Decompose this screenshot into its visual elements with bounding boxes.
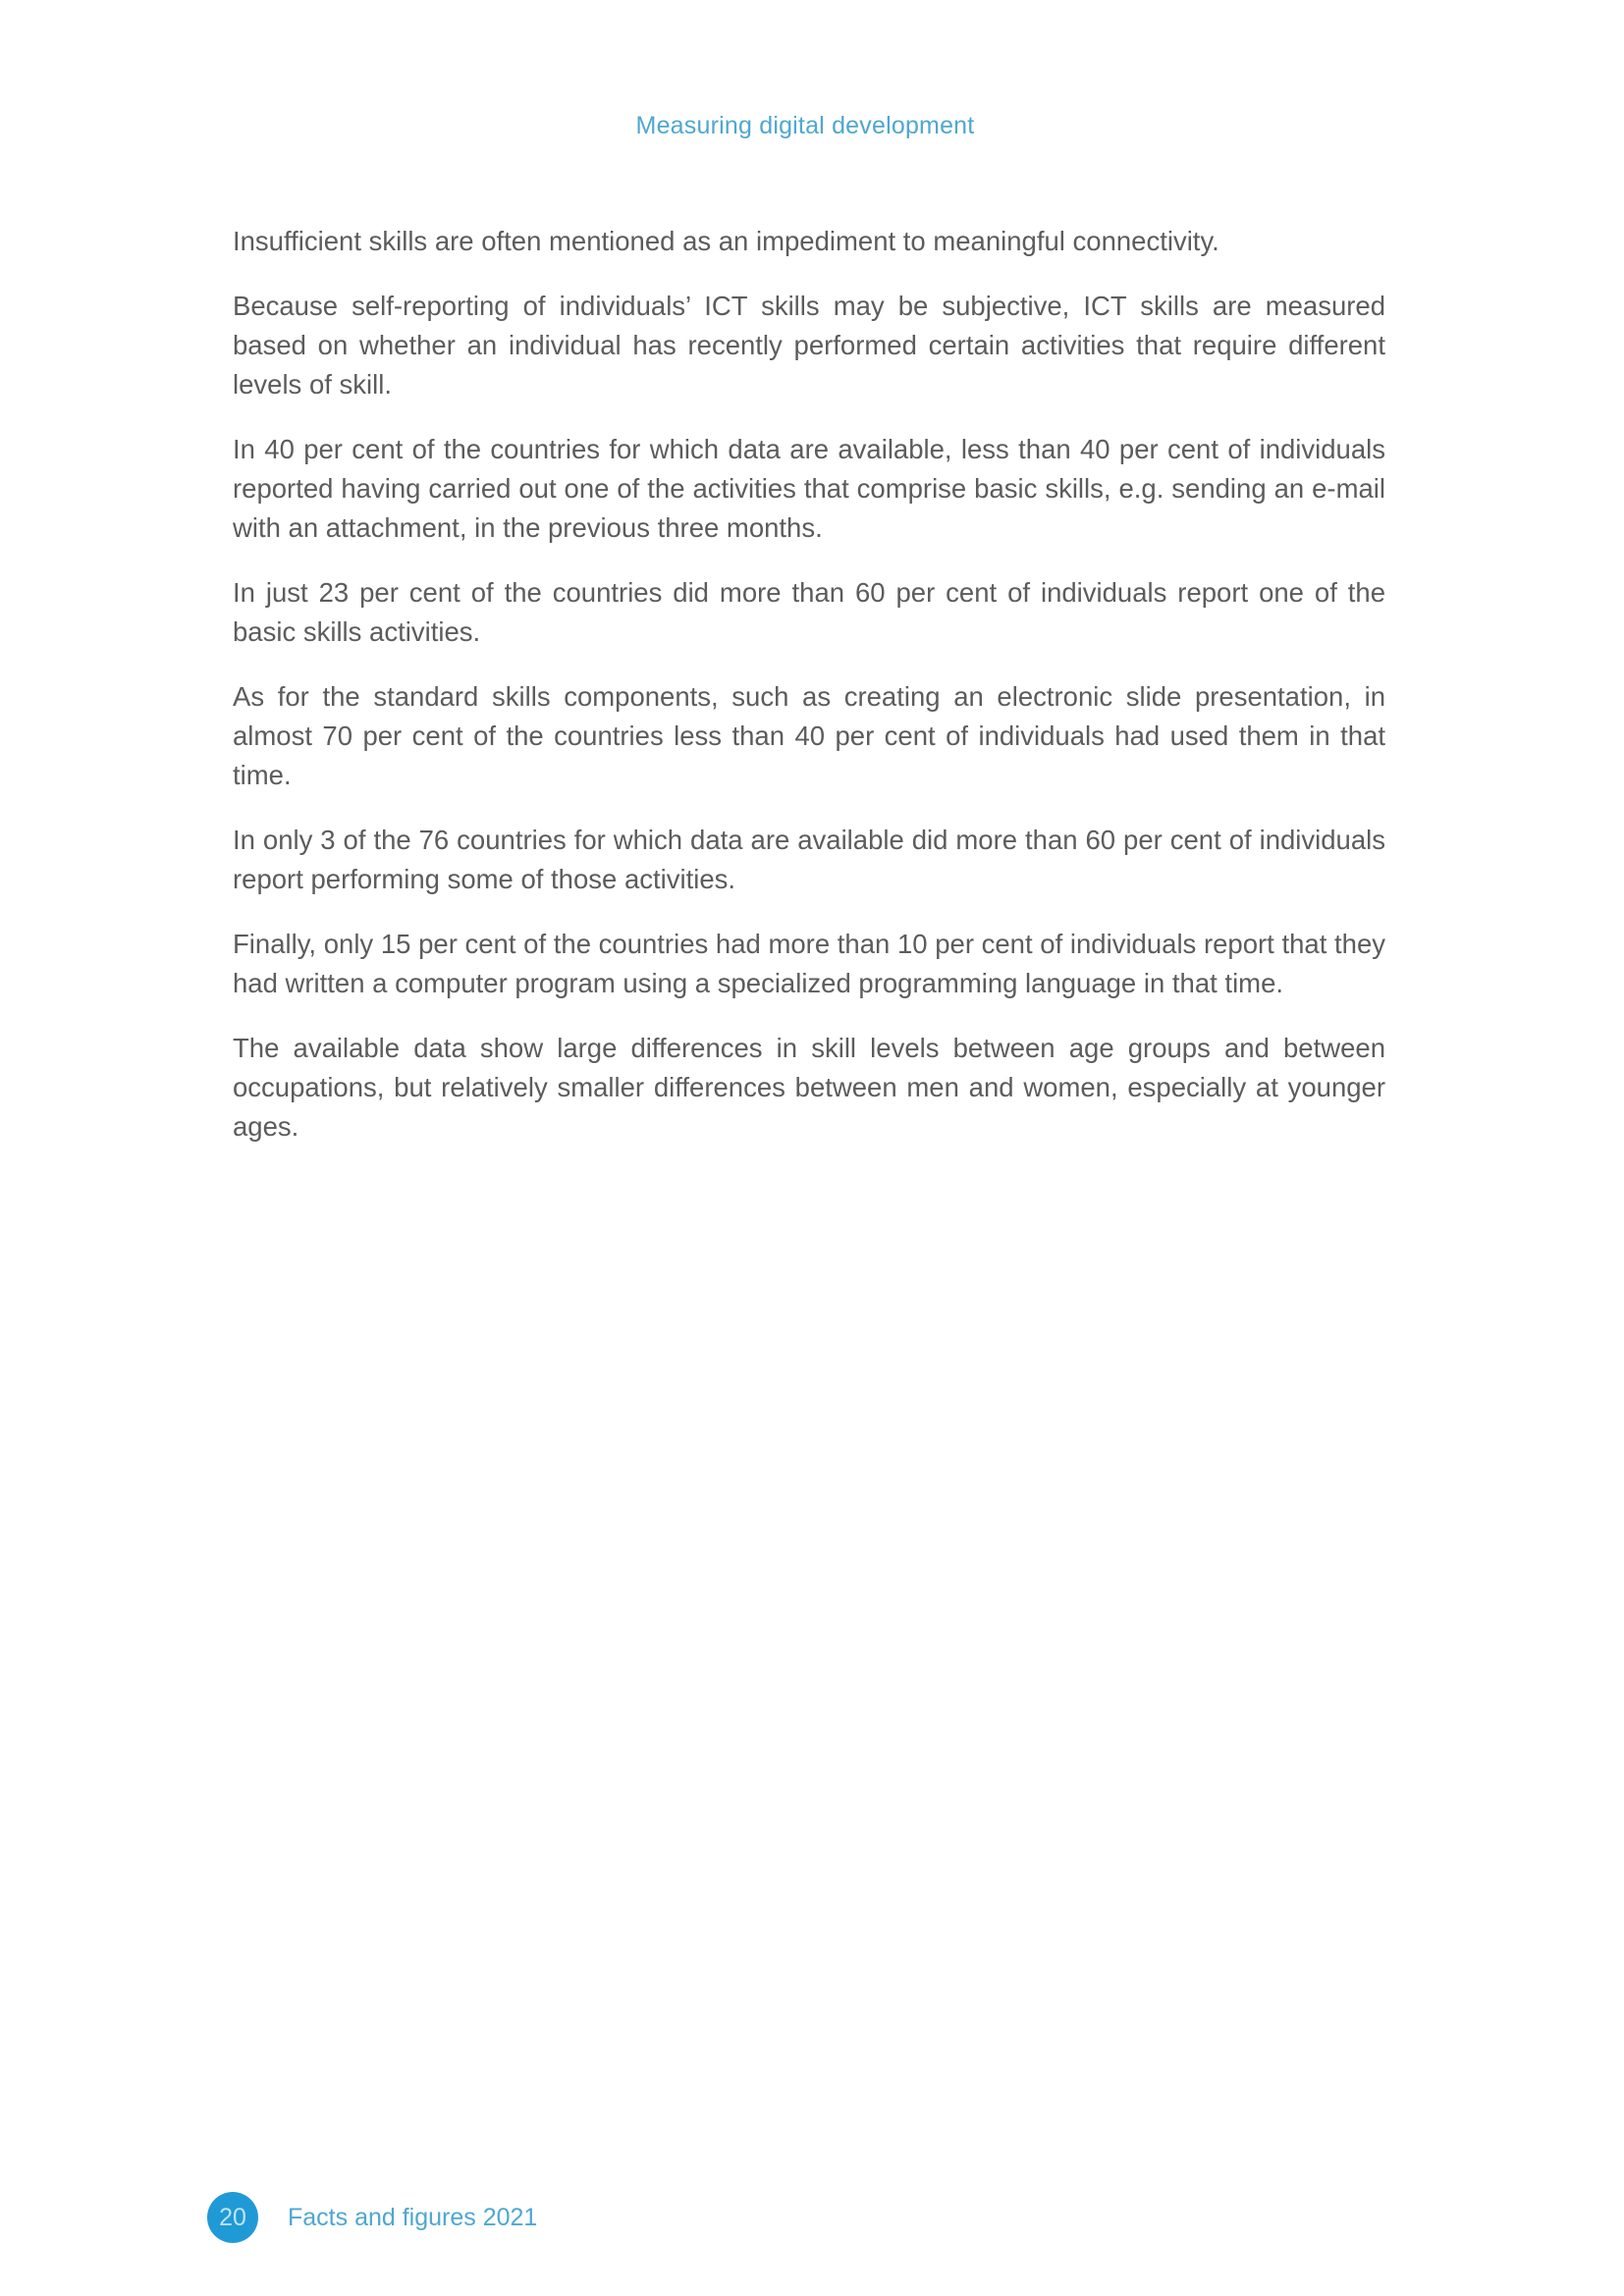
body-text [233, 222, 1385, 1172]
paragraph: In just 23 per cent of the countries did more than 60 per cent of individuals report one of the basic skills activities. [233, 577, 1385, 647]
paragraph: Finally, only 15 per cent of the countries had more than 10 per cent of individuals report that they had written a computer program using a specialized programming language in that time. [233, 929, 1385, 998]
paragraph: In 40 per cent of the countries for which data are available, less than 40 per cent of individuals reported having carried out one of the activities that comprise basic skills, e.g. sending an e-mail with an attachment, in the previous three months. [233, 434, 1385, 543]
publication-title: Facts and figures 2021 [288, 2203, 538, 2231]
paragraph: Because self-reporting of individuals’ ICT skills may be subjective, ICT skills are measured based on whether an individual has recently performed certain activities that require different levels of skill. [233, 291, 1385, 400]
running-header: Measuring digital development [635, 112, 975, 139]
page-footer [207, 2191, 537, 2244]
page-number-badge: 20 [207, 2192, 258, 2243]
paragraph: The available data show large differences in skill levels between age groups and between occupations, but relatively smaller differences between men and women, especially at younger ages. [233, 1033, 1385, 1142]
paragraph: As for the standard skills components, such as creating an electronic slide presentation, in almost 70 per cent of the countries less than 40 per cent of individuals had used them in that time. [233, 681, 1385, 790]
paragraph: Insufficient skills are often mentioned as an impediment to meaningful connectivity. [233, 226, 1219, 256]
paragraph: In only 3 of the 76 countries for which data are available did more than 60 per cent of individuals report performing some of those activities. [233, 825, 1385, 894]
